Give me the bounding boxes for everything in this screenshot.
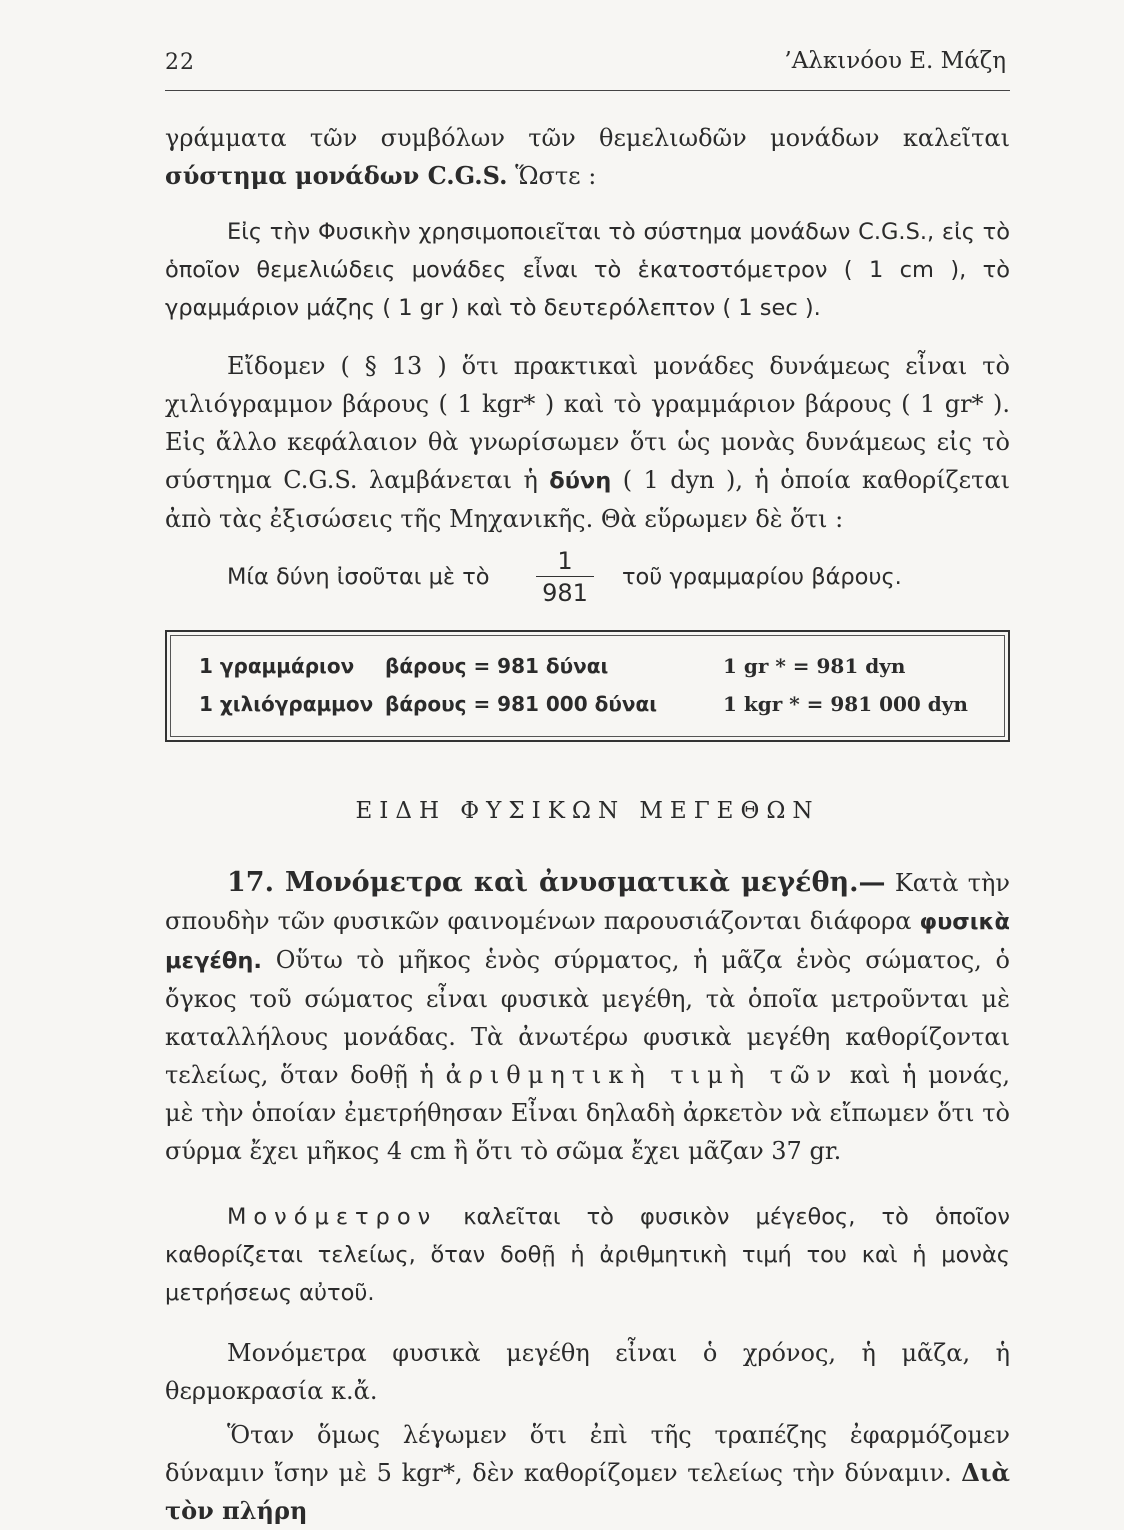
paragraph-section-17: 17. Μονόμετρα καὶ ἀνυσματικὰ μεγέθη.— Κατὰ τὴν σπουδὴν τῶν φυσικῶν φαινομένων παρουσιάζονται διάφορα φυσικὰ μεγέθη. Οὕτω τὸ μῆκος ἑνὸς σύρματος, ἡ μᾶζα ἑνὸς σώματος, ὁ ὄγκος τοῦ σώματος εἶναι φυσικὰ μεγέθη, τὰ ὁποῖα μετροῦνται μὲ καταλλήλους μονάδας. Τὰ ἀνωτέρω φυσικὰ μεγέθη καθορίζονται τελείως, ὅταν δοθῇ ἡ ἀριθμητικὴ τιμὴ τῶν καὶ ἡ μονάς, μὲ τὴν ὁποίαν ἐμετρήθησαν Εἶναι δηλαδὴ ἀρκετὸν νὰ εἴπωμεν ὅτι τὸ σύρμα ἔχει μῆκος 4 cm ἢ ὅτι τὸ σῶμα ἔχει μᾶζαν 37 gr. [165,867,1011,1165]
bold-term-cgs-system: σύστημα μονάδων C.G.S. [165,161,508,190]
box-row2-col1: 1 χιλιόγραμμον [199,692,374,716]
box-row1-col1: 1 γραμμάριον [199,654,355,678]
section-title: ΕΙΔΗ ΦΥΣΙΚΩΝ ΜΕΓΕΘΩΝ [355,798,820,824]
paragraph-cgs-intro: γράμματα τῶν συμβόλων τῶν θεμελιωδῶν μονάδων καλεῖται σύστημα μονάδων C.G.S. Ὥστε : [165,124,1010,190]
box-row1-col2: βάρους = 981 δύναι [385,654,609,678]
paragraph-force-example: Ὅταν ὅμως λέγωμεν ὅτι ἐπὶ τῆς τραπέζης ἐφαρμόζομεν δύναμιν ἴσην μὲ 5 kgr*, δὲν καθορίζομεν τελείως τὴν δύναμιν. Διὰ τὸν πλήρη [165,1421,1010,1525]
page-header [165,40,1010,91]
paragraph-dyne-definition: Εἴδομεν ( § 13 ) ὅτι πρακτικαὶ μονάδες δυνάμεως εἶναι τὸ χιλιόγραμμον βάρους ( 1 kgr* ) καὶ τὸ γραμμάριον βάρους ( 1 gr* ). Εἰς ἄλλο κεφάλαιον θὰ γνωρίσωμεν ὅτι ὡς μονὰς δυνάμεως εἰς τὸ σύστημα C.G.S. λαμβάνεται ἡ δύνη ( 1 dyn ), ἡ ὁποία καθορίζεται ἀπὸ τὰς ἐξισώσεις τῆς Μηχανικῆς. Θὰ εὕρωμεν δὲ ὅτι : [165,352,1010,533]
document-page [165,40,1010,1530]
bold-tail-text: Διὰ τὸν πλήρη [165,1458,1010,1525]
paragraph-monometron-definition: Μονόμετρον καλεῖται τὸ φυσικὸν μέγεθος, τὸ ὁποῖον καθορίζεται τελείως, ὅταν δοθῇ ἡ ἀριθμητικὴ τιμή του καὶ ἡ μονὰς μετρήσεως αὐτοῦ. [165,1204,1010,1306]
spaced-term-monometron: Μονόμετρον [227,1204,438,1230]
box-row1-col3: 1 gr * = 981 dyn [723,654,906,678]
box-row2-col3: 1 kgr * = 981 000 dyn [723,692,968,716]
paragraph-cgs-units: Εἰς τὴν Φυσικὴν χρησιμοποιεῖται τὸ σύστημα μονάδων C.G.S., εἰς τὸ ὁποῖον θεμελιώδεις μονάδες εἶναι τὸ ἑκατοστόμετρον ( 1 cm ), τὸ γραμμάριον μάζης ( 1 gr ) καὶ τὸ δευτερόλεπτον ( 1 sec ). [165,219,1010,321]
bold-term-physical-quantities: φυσικὰ μεγέθη. [165,909,1010,974]
running-head: ’Αλκινόου Ε. Μάζη [784,48,1006,74]
conversion-box [165,630,1010,742]
box-row2-col2: βάρους = 981 000 δύναι [385,692,657,716]
bold-term-dyne: δύνη [549,468,612,494]
fraction: 1 981 [530,546,600,609]
spaced-term-numeric-value: ἀριθμητικὴ τιμὴ τῶν [445,1061,839,1089]
equation-dyne-gram: Μία δύνη ἰσοῦται μὲ τὸ 1 981 τοῦ γραμμαρίου βάρους. [227,547,902,607]
page-number: 22 [165,50,195,75]
paragraph-scalar-examples: Μονόμετρα φυσικὰ μεγέθη εἶναι ὁ χρόνος, ἡ μᾶζα, ἡ θερμοκρασία κ.ἄ. [165,1339,1010,1405]
section-17-heading: 17. Μονόμετρα καὶ ἀνυσματικὰ μεγέθη.— [227,867,886,898]
